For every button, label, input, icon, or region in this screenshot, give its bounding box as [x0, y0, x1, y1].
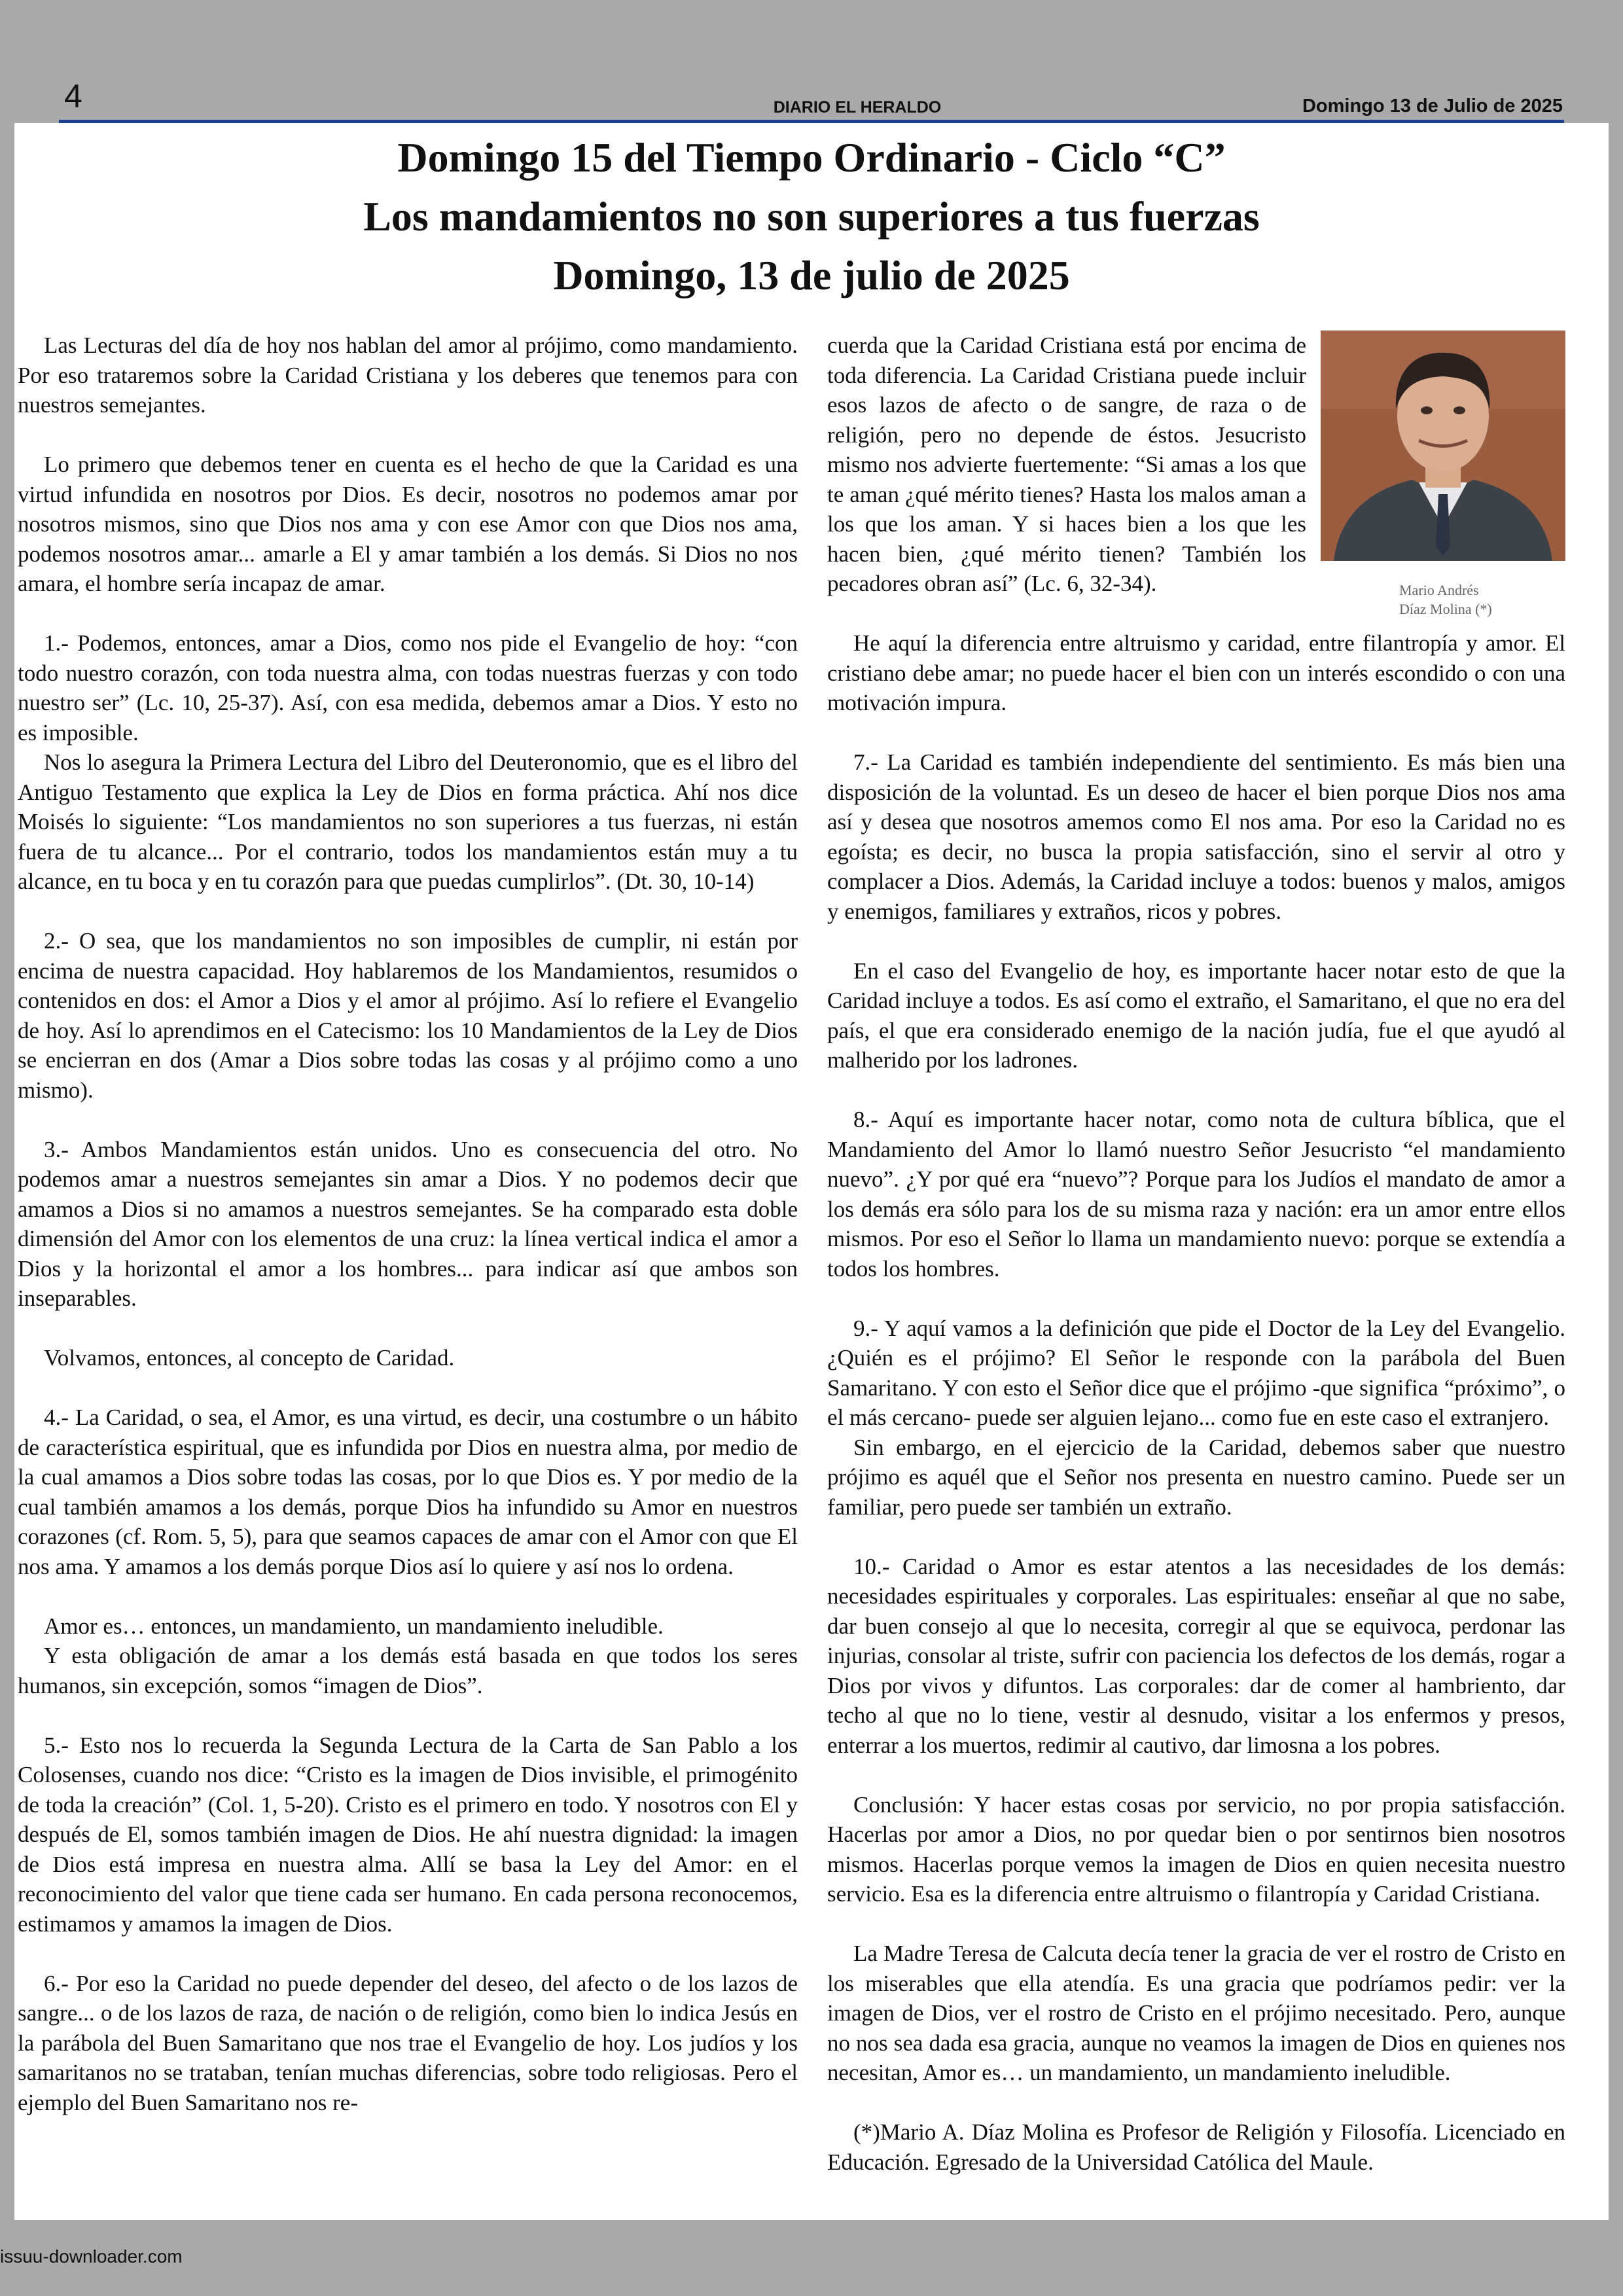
paragraph: La Madre Teresa de Calcuta decía tener la gracia de ver el rostro de Cristo en los miserables que ella atendía. Es una gracia que podríamos pedir: ver la imagen de Dios, ver el rostro de Cristo en el prójimo necesitado. Pero, aunque no nos sea dada esa gracia, aunque no veamos la imagen de Dios en quienes nos necesitan, Amor es… un mandamiento, un mandamiento ineludible. — [827, 1941, 1565, 2085]
paragraph: Volvamos, entonces, al concepto de Caridad. — [44, 1345, 455, 1371]
author-photo-box — [1321, 331, 1565, 619]
paragraph: 1.- Podemos, entonces, amar a Dios, como nos pide el Evangelio de hoy: “con todo nuestro corazón, con toda nuestra alma, con todas nuestras fuerzas y con todo nuestro ser” (Lc. 10, 25-37). Así, con esa medida, debemos amar a Dios. Y esto no es imposible. — [18, 630, 798, 745]
paragraph: Amor es… entonces, un mandamiento, un mandamiento ineludible. — [44, 1613, 664, 1639]
watermark-text: issuu-downloader.com — [0, 2246, 183, 2267]
paragraph: 6.- Por eso la Caridad no puede depender del deseo, del afecto o de los lazos de sangre... o de los lazos de raza, de nación o de religión, como bien lo indica Jesús en la parábola del Buen Samaritano que nos trae el Evangelio de hoy. Los judíos y los samaritanos no se trataban, tenían muchas diferencias, sobre todo religiosas. Pero el ejemplo del Buen Samaritano nos re- — [18, 1970, 798, 2115]
headline-line-2: Los mandamientos no son superiores a tus fuerzas — [363, 193, 1260, 240]
paragraph: 4.- La Caridad, o sea, el Amor, es una virtud, es decir, una costumbre o un hábito de característica espiritual, que es infundida por Dios en nuestra alma, por medio de la cual amamos a Dios sobre todas las cosas, por lo que Dios es. Y por medio de la cual también amamos a los demás, porque Dios ha infundido su Amor en nuestros corazones (cf. Rom. 5, 5), para que seamos capaces de amar con el Amor con que El nos ama. Y amamos a los demás porque Dios así lo quiere y así nos lo ordena. — [18, 1405, 798, 1579]
paragraph: 5.- Esto nos lo recuerda la Segunda Lectura de la Carta de San Pablo a los Colosenses, cuando nos dice: “Cristo es la imagen de Dios invisible, el primogénito de toda la creación” (Col. 1, 5-20). Cristo es el primero en todo. Y nosotros con El y después de El, somos también imagen de Dios. He ahí nuestra dignidad: la imagen de Dios está impresa en nuestra alma. Allí se basa la Ley del Amor: en el reconocimiento del valor que tiene cada ser humano. En cada persona reconocemos, estimamos y amamos la imagen de Dios. — [18, 1732, 798, 1937]
paragraph: Conclusión: Y hacer estas cosas por servicio, no por propia satisfacción. Hacerlas por amor a Dios, no por quedar bien o por sentirnos bien nosotros mismos. Hacerlas porque vemos la imagen de Dios en quien necesita nuestro servicio. Esa es la diferencia entre altruismo o filantropía y Caridad Cristiana. — [827, 1791, 1565, 1907]
paragraph: Las Lecturas del día de hoy nos hablan del amor al prójimo, como mandamiento. Por eso trataremos sobre la Caridad Cristiana y los deberes que tenemos para con nuestros semejantes. — [18, 332, 798, 418]
paragraph: En el caso del Evangelio de hoy, es importante hacer notar esto de que la Caridad incluye a todos. Es así como el extraño, el Samaritano, el que no era del país, el que era considerado enemigo de la nación judía, fue el que ayudó al malherido por los ladrones. — [827, 958, 1565, 1073]
headline-line-3: Domingo, 13 de julio de 2025 — [553, 252, 1070, 298]
page-number: 4 — [64, 78, 82, 115]
paragraph: 2.- O sea, que los mandamientos no son imposibles de cumplir, ni están por encima de nuestra capacidad. Hoy hablaremos de los Mandamientos, resumidos o contenidos en dos: el Amor a Dios y el amor al prójimo. Así lo refiere el Evangelio de hoy. Así lo aprendimos en el Catecismo: los 10 Mandamientos de la Ley de Dios se encierran en dos (Amar a Dios sobre todas las cosas y al prójimo como a uno mismo). — [18, 928, 798, 1103]
paragraph: 3.- Ambos Mandamientos están unidos. Uno es consecuencia del otro. No podemos amar a nuestros semejantes sin amar a Dios. Y no podemos decir que amamos a Dios si no amamos a nuestros semejantes. Se ha comparado esta doble dimensión del Amor con los elementos de una cruz: la línea vertical indica el amor a Dios y la horizontal el amor a los hombres... para indicar así que ambos son inseparables. — [18, 1136, 798, 1311]
header-rule — [59, 120, 1564, 123]
paragraph: 7.- La Caridad es también independiente del sentimiento. Es más bien una disposición de la voluntad. Es un deseo de hacer el bien porque Dios nos ama así y desea que nosotros amemos como El nos ama. Por eso la Caridad no es egoísta; es decir, no busca la propia satisfacción, sino el servir al otro y complacer a Dios. Además, la Caridad incluye a todos: buenos y malos, amigos y enemigos, familiares y extraños, ricos y pobres. — [827, 749, 1565, 924]
caption-line-1: Mario Andrés — [1399, 582, 1479, 598]
paragraph: Nos lo asegura la Primera Lectura del Libro del Deuteronomio, que es el libro del Antiguo Testamento que explica la Ley de Dios en forma práctica. Ahí nos dice Moisés lo siguiente: “Los mandamientos no son superiores a tus fuerzas, ni están fuera de tu alcance... Por el contrario, todos los mandamientos están muy a tu alcance, en tu boca y en tu corazón para que puedas cumplirlos”. (Dt. 30, 10-14) — [18, 749, 798, 894]
paragraph: He aquí la diferencia entre altruismo y caridad, entre filantropía y amor. El cristiano debe amar; no puede hacer el bien con un interés escondido o con una motivación impura. — [827, 630, 1565, 715]
paragraph: 8.- Aquí es importante hacer notar, como nota de cultura bíblica, que el Mandamiento del Amor lo llamó nuestro Señor Jesucristo “el mandamiento nuevo”. ¿Y por qué era “nuevo”? Porque para los Judíos el mandato de amor a los demás era sólo para los de su misma raza y nación: era un amor entre ellos mismos. Por eso el Señor lo llama un mandamiento nuevo: porque se extendía a todos los hombres. — [827, 1107, 1565, 1282]
newspaper-name: DIARIO EL HERALDO — [773, 98, 942, 117]
author-photo — [1321, 331, 1565, 561]
left-column — [18, 331, 798, 2117]
article-headline — [131, 128, 1492, 305]
photo-caption — [1399, 581, 1565, 619]
paragraph: cuerda que la Caridad Cristiana está por encima de toda diferencia. La Caridad Cristiana puede incluir esos lazos de afecto o de sangre, de raza o de religión, pero no depende de éstos. Jesucristo mismo nos advierte fuertemente: “Si amas a los que te aman ¿qué mérito tienes? Hasta los malos aman a los que los aman. Y si haces bien a los que les hacen bien, ¿qué mérito tienen? También los pecadores obran así” (Lc. 6, 32-34). — [827, 332, 1306, 596]
right-column — [827, 331, 1565, 2177]
paragraph: Y esta obligación de amar a los demás está basada en que todos los seres humanos, sin excepción, somos “imagen de Dios”. — [18, 1643, 798, 1698]
paragraph: 9.- Y aquí vamos a la definición que pide el Doctor de la Ley del Evangelio. ¿Quién es el prójimo? El Señor le responde con la parábola del Buen Samaritano. Y con esto el Señor dice que el prójimo -que significa “próximo”, o el más cercano- puede ser alguien lejano... como fue en este caso el extranjero. — [827, 1315, 1565, 1430]
paragraph: Lo primero que debemos tener en cuenta es el hecho de que la Caridad es una virtud infundida en nosotros por Dios. Es decir, nosotros no podemos amar por nosotros mismos, sino que Dios nos ama y con ese Amor con que Dios nos ama, podemos nosotros amar... amarle a El y amar también a los demás. Si Dios no nos amara, el hombre sería incapaz de amar. — [18, 452, 798, 596]
caption-line-2: Díaz Molina (*) — [1399, 601, 1492, 617]
author-note: (*)Mario A. Díaz Molina es Profesor de Religión y Filosofía. Licenciado en Educación. Egresado de la Universidad Católica del Maule. — [827, 2119, 1565, 2175]
paragraph: Sin embargo, en el ejercicio de la Caridad, debemos saber que nuestro prójimo es aquél que el Señor nos presenta en nuestro camino. Puede ser un familiar, pero puede ser también un extraño. — [827, 1434, 1565, 1520]
issue-date: Domingo 13 de Julio de 2025 — [1302, 96, 1563, 117]
headline-line-1: Domingo 15 del Tiempo Ordinario - Ciclo “C” — [397, 134, 1226, 181]
paragraph: 10.- Caridad o Amor es estar atentos a las necesidades de los demás: necesidades espirituales y corporales. Las espirituales: enseñar al que no sabe, dar buen consejo al que lo necesita, corregir al que se equivoca, perdonar las injurias, consolar al triste, sufrir con paciencia los defectos de los demás, rogar a Dios por vivos y difuntos. Las corporales: dar de comer al hambriento, dar techo al que no lo tiene, vestir al desnudo, visitar a los enfermos y presos, enterrar a los muertos, redimir al cautivo, dar limosna a los pobres. — [827, 1553, 1565, 1758]
